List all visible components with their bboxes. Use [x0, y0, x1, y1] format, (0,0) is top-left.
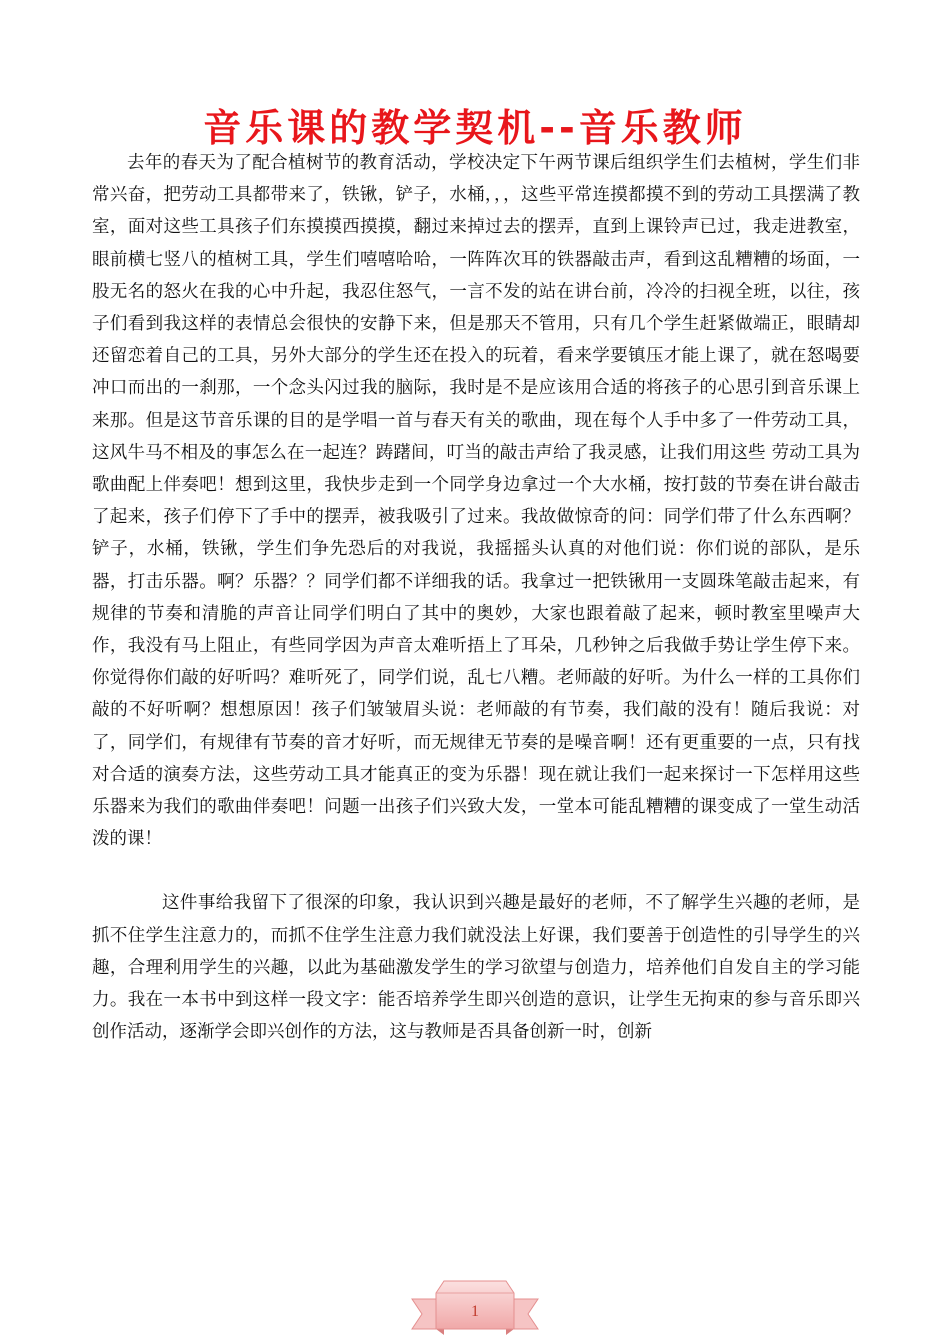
paragraph: 去年的春天为了配合植树节的教育活动，学校决定下午两节课后组织学生们去植树，学生们非常兴奋，把劳动工具都带来了，铁锹，铲子，水桶，，，这些平常连摸都摸不到的劳动工具摆满了教室，面对这些工具孩子们东摸摸西摸摸，翻过来掉过去的摆弄，直到上课铃声已过，我走进教室，眼前横七竖八的植树工具，学生们嘻嘻哈哈，一阵阵次耳的铁器敲击声，看到这乱糟糟的场面，一股无名的怒火在我的心中升起，我忍住怒气，一言不发的站在讲台前，冷冷的扫视全班，以往，孩子们看到我这样的表情总会很快的安静下来，但是那天不管用，只有几个学生赶紧做端正，眼睛却还留恋着自己的工具，另外大部分的学生还在投入的玩着，看来学要镇压才能上课了，就在怒喝要冲口而出的一刹那，一个念头闪过我的脑际，我时是不是应该用合适的将孩子的心思引到音乐课上来那。但是这节音乐课的目的是学唱一首与春天有关的歌曲，现在每个人手中多了一件劳动工具，这风牛马不相及的事怎么在一起连？踌躇间，叮当的敲击声给了我灵感，让我们用这些 劳动工具为歌曲配上伴奏吧！想到这里，我快步走到一个同学身边拿过一个大水桶，按打鼓的节奏在讲台敲击了起来，孩子们停下了手中的摆弄，被我吸引了过来。我故做惊奇的问：同学们带了什么东西啊？铲子，水桶，铁锹，学生们争先恐后的对我说，我摇摇头认真的对他们说：你们说的部队，是乐器，打击乐器。啊？乐器？？同学们都不详细我的话。我拿过一把铁锹用一支圆珠笔敲击起来，有规律的节奏和清脆的声音让同学们明白了其中的奥妙，大家也跟着敲了起来，顿时教室里噪声大作，我没有马上阻止，有些同学因为声音太难听捂上了耳朵，几秒钟之后我做手势让学生停下来。你觉得你们敲的好听吗？难听死了，同学们说，乱七八糟。老师敲的好听。为什么一样的工具你们敲的不好听啊？想想原因！孩子们皱皱眉头说：老师敲的有节奏，我们敲的没有！随后我说：对了，同学们，有规律有节奏的音才好听，而无规律无节奏的是噪音啊！还有更重要的一点，只有找对合适的演奏方法，这些劳动工具才能真正的变为乐器！现在就让我们一起来探讨一下怎样用这些乐器来为我们的歌曲伴奏吧！问题一出孩子们兴致大发，一堂本可能乱糟糟的课变成了一堂生动活泼的课！: [92, 153, 860, 850]
document-title: 音乐课的教学契机--音乐教师: [203, 106, 747, 150]
page-footer: [410, 1277, 540, 1337]
document-body: [92, 147, 860, 1048]
paragraph: 这件事给我留下了很深的印象，我认识到兴趣是最好的老师，不了解学生兴趣的老师，是抓不住学生注意力的，而抓不住学生注意力我们就没法上好课，我们要善于创造性的引导学生的兴趣，合理利用学生的兴趣，以此为基础激发学生的学习欲望与创造力，培养他们自发自主的学习能力。我在一本书中到这样一段文字：能否培养学生即兴创造的意识，让学生无拘束的参与音乐即兴创作活动，逐渐学会即兴创作的方法，这与教师是否具备创新一时，创新: [92, 893, 860, 1043]
page-number: 1: [471, 1303, 479, 1320]
